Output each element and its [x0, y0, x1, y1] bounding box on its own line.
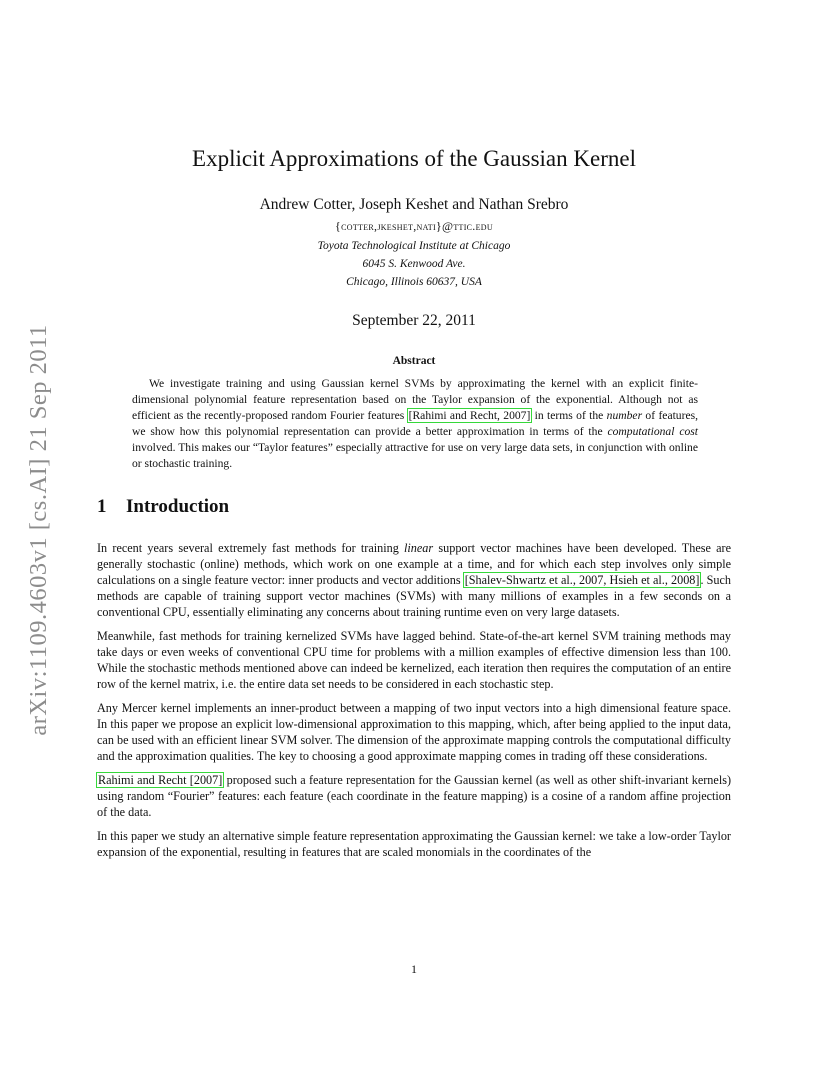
paper-title: Explicit Approximations of the Gaussian Kernel [192, 146, 636, 171]
text-segment: . Such methods are capable of training support vector machines (SVMs) with many millions of examples in a few seconds on a conventional CPU, essentially eliminating any concerns about training runtime even on very large datasets. [97, 573, 732, 619]
citation-link[interactable]: [Shalev-Shwartz et al., 2007, Hsieh et al., 2008] [464, 573, 700, 587]
abstract-segment: in terms of the [531, 409, 607, 422]
affiliation-line-2: 6045 S. Kenwood Ave. [362, 258, 466, 270]
paragraph-4 [97, 772, 731, 820]
paragraph-5: In this paper we study an alternative simple feature representation approximating the Gaussian kernel: we take a low-order Taylor expansion of the exponential, resulting in features that are scaled monomials in the coordinates of the [97, 829, 731, 859]
text-segment: support vector machines have been developed. These are generally stochastic (online) methods, which work on one example at a time, and for which each step involves only simple calculations on a single feature vector: inner products and vector additions [97, 541, 731, 587]
text-emphasis: linear [404, 541, 434, 555]
abstract-text [132, 376, 698, 472]
section-title: Introduction [126, 496, 230, 517]
paragraph-2: Meanwhile, fast methods for training kernelized SVMs have lagged behind. State-of-the-art kernel SVM training methods may take days or even weeks of conventional CPU time for problems with a million examples of effective dimension less than 100. While the stochastic methods mentioned above can indeed be kernelized, each iteration then requires the computation of an entire row of the kernel matrix, i.e. the entire data set needs to be considered in each stochastic step. [97, 629, 731, 691]
affiliation-line-3: Chicago, Illinois 60637, USA [346, 276, 482, 288]
page-number: 1 [411, 962, 417, 976]
paper-header [97, 146, 731, 350]
text-segment: In recent years several extremely fast methods for training [97, 541, 405, 555]
paragraph-3: Any Mercer kernel implements an inner-product between a mapping of two input vectors into a high dimensional feature space. In this paper we propose an explicit low-dimensional approximation to this mapping, which, after being applied to the input data, can be used with an efficient linear SVM solver. The dimension of the approximate mapping controls the computational difficulty and the approximation qualities. The key to choosing a good approximate mapping comes in trading off these considerations. [97, 701, 731, 763]
paragraph-1 [97, 540, 731, 620]
text-segment: proposed such a feature representation for the Gaussian kernel (as well as other shift-invariant kernels) using random “Fourier” features: each feature (each coordinate in the feature mapping) is a cosine of a random affine projection of the data. [97, 773, 732, 819]
introduction-body [97, 540, 731, 868]
paper-date: September 22, 2011 [352, 312, 476, 329]
abstract-emphasis: computational cost [607, 425, 698, 438]
abstract-segment: of features, we show how this polynomial representation can provide a better approximation in terms of the [132, 409, 699, 438]
section-heading-introduction [97, 496, 229, 518]
abstract-emphasis: number [606, 409, 643, 422]
arxiv-id-text: arXiv:1109.4603v1 [cs.AI] 21 Sep 2011 [25, 324, 52, 736]
abstract-heading: Abstract [392, 355, 436, 367]
citation-link[interactable]: Rahimi and Recht [2007] [98, 773, 223, 787]
authors: Andrew Cotter, Joseph Keshet and Nathan Srebro [259, 196, 569, 213]
citation-link[interactable]: [Rahimi and Recht, 2007] [408, 409, 531, 422]
abstract-segment: We investigate training and using Gaussian kernel SVMs by approximating the kernel with an explicit finite-dimensional polynomial feature representation based on the Taylor expansion of the exponential. Although not as efficient as the recently-proposed random Fourier features [132, 377, 698, 422]
author-emails: {cotter,jkeshet,nati}@ttic.edu [335, 219, 493, 233]
affiliation-line-1: Toyota Technological Institute at Chicago [317, 240, 511, 252]
arxiv-side-stamp [18, 300, 60, 760]
abstract-segment: involved. This makes our “Taylor features” especially attractive for use on very large data sets, in conjunction with online or stochastic training. [132, 441, 698, 470]
section-number: 1 [97, 496, 107, 517]
